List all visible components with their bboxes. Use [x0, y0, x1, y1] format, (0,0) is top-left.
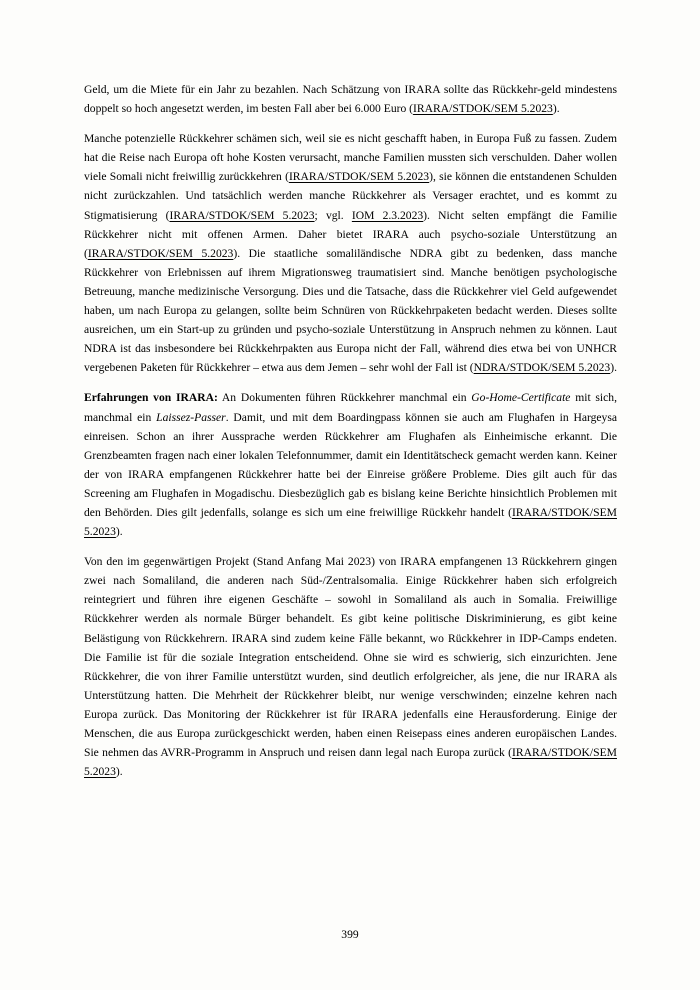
text-run: An Dokumenten führen Rückkehrer manchmal ein [217, 391, 472, 405]
source-reference[interactable]: IRARA/STDOK/SEM 5.2023 [288, 170, 430, 184]
text-run: Von den im gegenwärtigen Projekt (Stand Anfang Mai 2023) von IRARA empfangenen 13 Rückkehrern gingen zwei nach Somaliland, die anderen nach Süd-/Zentralsomalia. Einige Rückkehrer haben sich erfolgreich reintegriert und führen ihre eigenen Geschäfte – sowohl in Somaliland als auch in Somalia. Freiwillige Rückkehrer werden als normale Bürger behandelt. Es gibt keine politische Diskriminierung, es gibt keine Belästigung von Rückkehrern. IRARA sind zudem keine Fälle bekannt, wo Rückkehrer in IDP-Camps endeten. Die Familie ist für die soziale Integration entscheidend. Ohne sie wird es schwierig, sich einzurichten. Jene Rückkehrer, die von ihrer Familie unterstützt wurden, sind deutlich erfolgreicher, als jene, die nur IRARA als Unterstützung hatten. Die Mehrheit der Rückkehrer bleibt, nur wenige verschwinden; einzelne kehren nach Europa zurück. Das Monitoring der Rückkehrer ist für IRARA jedenfalls eine Herausforderung. Einige der Menschen, die aus Europa zurückgeschickt werden, haben einen Reisepass eines anderen europäischen Landes. Sie nehmen das AVRR-Programm in Anspruch und reisen dann legal nach Europa zurück ( [84, 555, 617, 760]
text-run: ). Nicht selten empfängt die Familie Rückkehrer nicht mit offenen Armen. Daher bietet IRARA auch psycho-soziale Unterstützung an ( [84, 208, 618, 260]
source-reference[interactable]: IOM 2.3.2023 [351, 208, 424, 222]
text-run: Geld, um die Miete für ein Jahr zu bezahlen. Nach Schätzung von IRARA sollte das Rückkehr-geld mindestens doppelt so hoch angesetzt werden, im besten Fall aber bei 6.000 Euro ( [84, 83, 617, 116]
page-body [84, 80, 617, 781]
source-reference[interactable]: IRARA/STDOK/SEM 5.2023 [87, 246, 234, 260]
text-run: ). [115, 765, 123, 779]
source-reference[interactable]: NDRA/STDOK/SEM 5.2023 [473, 361, 611, 375]
source-reference[interactable]: IRARA/STDOK/SEM 5.2023 [413, 102, 553, 116]
paragraph [84, 552, 617, 781]
source-reference[interactable]: IRARA/STDOK/SEM 5.2023 [84, 746, 617, 779]
text-run: . Damit, und mit dem Boardingpass können sie auch am Flughafen in Hargeysa einreisen. Schon an ihrer Aussprache werden Rückkehrer am Flughafen als Einheimische erkannt. Die Grenzbeamten fragen nach einer lokalen Telefonnummer, damit ein Identitätscheck gemacht werden kann. Keiner der von IRARA empfangenen Rückkehrer hatte bei der Einreise größere Probleme. Dies gilt auch für das Screening am Flughafen in Mogadischu. Diesbezüglich gab es bislang keine Berichte hinsichtlich Problemen mit den Behörden. Dies gilt jedenfalls, solange es sich um eine freiwillige Rückkehr handelt ( [84, 410, 618, 519]
source-reference[interactable]: IRARA/STDOK/SEM 5.2023 [84, 505, 617, 539]
text-run: ), sie können die entstandenen Schulden nicht zurückzahlen. Und tatsächlich werden manche Rückkehrer als Versager erachtet, und es kommt zu Stigmatisierung ( [84, 170, 617, 222]
paragraph [84, 80, 617, 118]
text-run: Manche potenzielle Rückkehrer schämen sich, weil sie es nicht geschafft haben, in Europa Fuß zu fassen. Zudem hat die Reise nach Europa oft hohe Kosten verursacht, manche Familien mussten sich verschulden. Daher wollen viele Somali nicht freiwillig zurückkehren ( [84, 132, 617, 184]
paragraph [84, 388, 617, 541]
paragraph-lead-in: Erfahrungen von IRARA: [84, 391, 218, 405]
text-run: mit sich, manchmal ein [84, 391, 617, 424]
text-run: ). [610, 361, 617, 375]
text-run: ). [552, 102, 560, 116]
italic-term: Go-Home-Certificate [471, 391, 571, 405]
italic-term: Laissez-Passer [156, 410, 226, 424]
paragraph [84, 129, 617, 377]
text-run: ). Die staatliche somaliländische NDRA gibt zu bedenken, dass manche Rückkehrer von Erlebnissen auf ihrem Migrationsweg traumatisiert sind. Manche benötigen psychologische Betreuung, manche medizinische Versorgung. Dies und die Tatsache, dass die Rückkehrer viel Geld aufgewendet haben, um nach Europa zu gelangen, sollte beim Schnüren von Rückkehrpaketen bedacht werden. Dieses sollte ausreichen, um ein Start-up zu gründen und psycho-soziale Unterstützung in Anspruch nehmen zu können. Laut NDRA ist das insbesondere bei Rückkehrpakten aus Europa nicht der Fall, während dies etwa bei von UNHCR vergebenen Paketen für Rückkehrer – etwa aus dem Jemen – sehr wohl der Fall ist ( [84, 246, 617, 375]
text-run: ; vgl. [314, 208, 352, 222]
text-run: ). [115, 525, 123, 539]
source-reference[interactable]: IRARA/STDOK/SEM 5.2023 [169, 208, 315, 222]
page-number: 399 [341, 928, 359, 941]
